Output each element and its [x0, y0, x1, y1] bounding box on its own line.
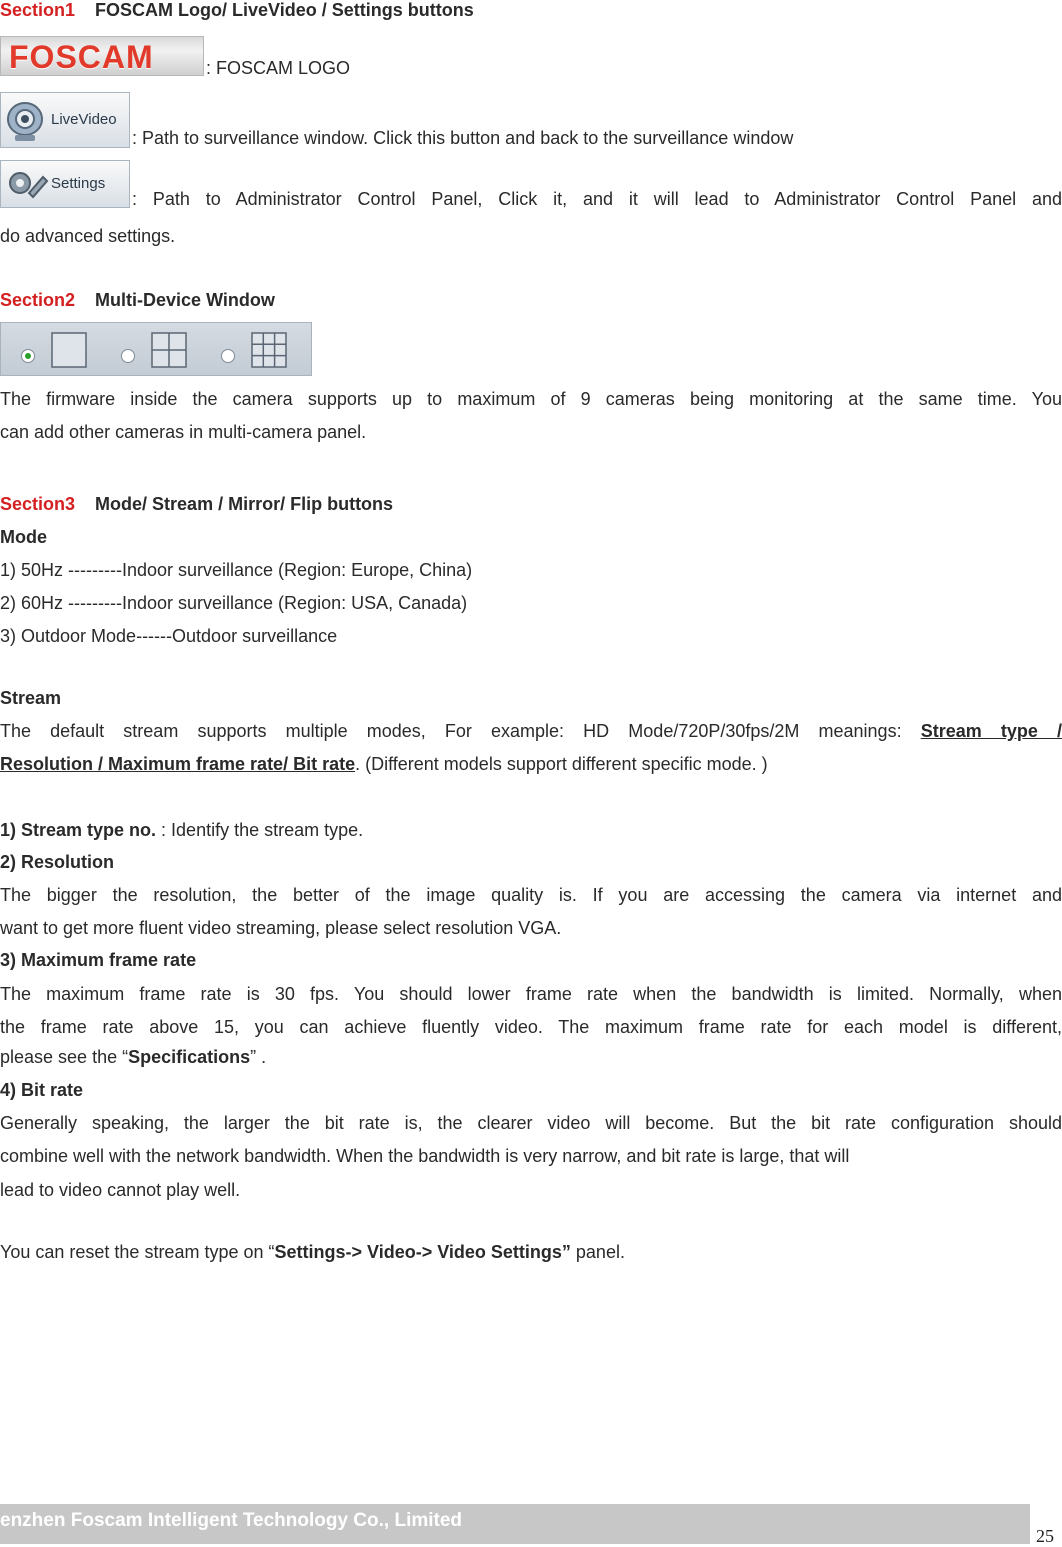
section3-title: Mode/ Stream / Mirror/ Flip buttons	[95, 494, 394, 514]
livevideo-description: : Path to surveillance window. Click this button and back to the surveillance window	[132, 128, 794, 148]
resolution-para-line1: The bigger the resolution, the better of the image quality is. If you are accessing the camera via internet and	[0, 885, 1062, 905]
bitrate-para-line1: Generally speaking, the larger the bit rate is, the clearer video will become. But the bit rate configuration should	[0, 1113, 1062, 1133]
bitrate-para-line3: lead to video cannot play well.	[0, 1180, 241, 1200]
framerate-para-line1: The maximum frame rate is 30 fps. You should lower frame rate when the bandwidth is limited. Normally, when	[0, 984, 1062, 1004]
layout-4-radio[interactable]	[121, 349, 135, 363]
footer-bar	[0, 1504, 1030, 1544]
framerate-para-line2: the frame rate above 15, you can achieve fluently video. The maximum frame rate for each model is different,	[0, 1017, 1062, 1037]
layout-1-radio[interactable]	[21, 349, 35, 363]
multi-device-selector	[0, 322, 312, 376]
livevideo-button[interactable]	[0, 92, 130, 148]
foscam-logo	[0, 36, 204, 76]
framerate-heading: 3) Maximum frame rate	[0, 950, 197, 970]
reset-instruction: You can reset the stream type on “Settings-> Video-> Video Settings” panel.	[0, 1242, 625, 1262]
settings-label: Settings	[51, 175, 106, 192]
livevideo-label: LiveVideo	[51, 111, 117, 128]
section2-label: Section2	[0, 290, 76, 310]
section1-heading	[0, 0, 474, 21]
mode-item: 2) 60Hz ---------Indoor surveillance (Region: USA, Canada)	[0, 593, 468, 613]
mode-item: 3) Outdoor Mode------Outdoor surveillance	[0, 626, 338, 646]
section2-para-line1: The firmware inside the camera supports up to maximum of 9 cameras being monitoring at the same time. You	[0, 389, 1062, 409]
mode-item: 1) 50Hz ---------Indoor surveillance (Region: Europe, China)	[0, 560, 473, 580]
resolution-para-line2: want to get more fluent video streaming, please select resolution VGA.	[0, 918, 562, 938]
settings-description: : Path to Administrator Control Panel, Click it, and it will lead to Administrator Control Panel and	[132, 189, 1062, 209]
section3-label: Section3	[0, 494, 76, 514]
page-number: 25	[1036, 1526, 1054, 1546]
stream-para-line1: The default stream supports multiple modes, For example: HD Mode/720P/30fps/2M meanings: Stream type /	[0, 721, 1062, 741]
webcam-icon	[5, 99, 45, 143]
stream-heading: Stream	[0, 688, 62, 708]
quad-view-icon[interactable]	[151, 332, 187, 368]
framerate-para-line3: please see the “Specifications” .	[0, 1047, 267, 1067]
bitrate-para-line2: combine well with the network bandwidth. When the bandwidth is very narrow, and bit rate is large, that will	[0, 1146, 850, 1166]
foscam-logo-text: FOSCAM	[9, 39, 154, 75]
section1-title: FOSCAM Logo/ LiveVideo / Settings buttons	[95, 0, 474, 20]
nine-view-icon[interactable]	[251, 332, 287, 368]
mode-heading: Mode	[0, 527, 47, 547]
stream-format-link: Stream type /	[920, 721, 1062, 741]
footer-company: enzhen Foscam Intelligent Technology Co., Limited	[0, 1510, 463, 1531]
stream-type-item: 1) Stream type no. : Identify the stream type.	[0, 820, 364, 840]
section2-heading	[0, 290, 275, 311]
section2-title: Multi-Device Window	[95, 290, 275, 310]
section2-para-line2: can add other cameras in multi-camera panel.	[0, 422, 367, 442]
resolution-heading: 2) Resolution	[0, 852, 115, 872]
section1-label: Section1	[0, 0, 76, 20]
layout-9-radio[interactable]	[221, 349, 235, 363]
settings-description-cont: do advanced settings.	[0, 226, 176, 246]
logo-description: : FOSCAM LOGO	[206, 58, 351, 78]
single-view-icon[interactable]	[51, 332, 87, 368]
stream-para-line2: Resolution / Maximum frame rate/ Bit rate. (Different models support different specific mode. )	[0, 754, 768, 774]
bitrate-heading: 4) Bit rate	[0, 1080, 84, 1100]
section3-heading	[0, 494, 393, 515]
